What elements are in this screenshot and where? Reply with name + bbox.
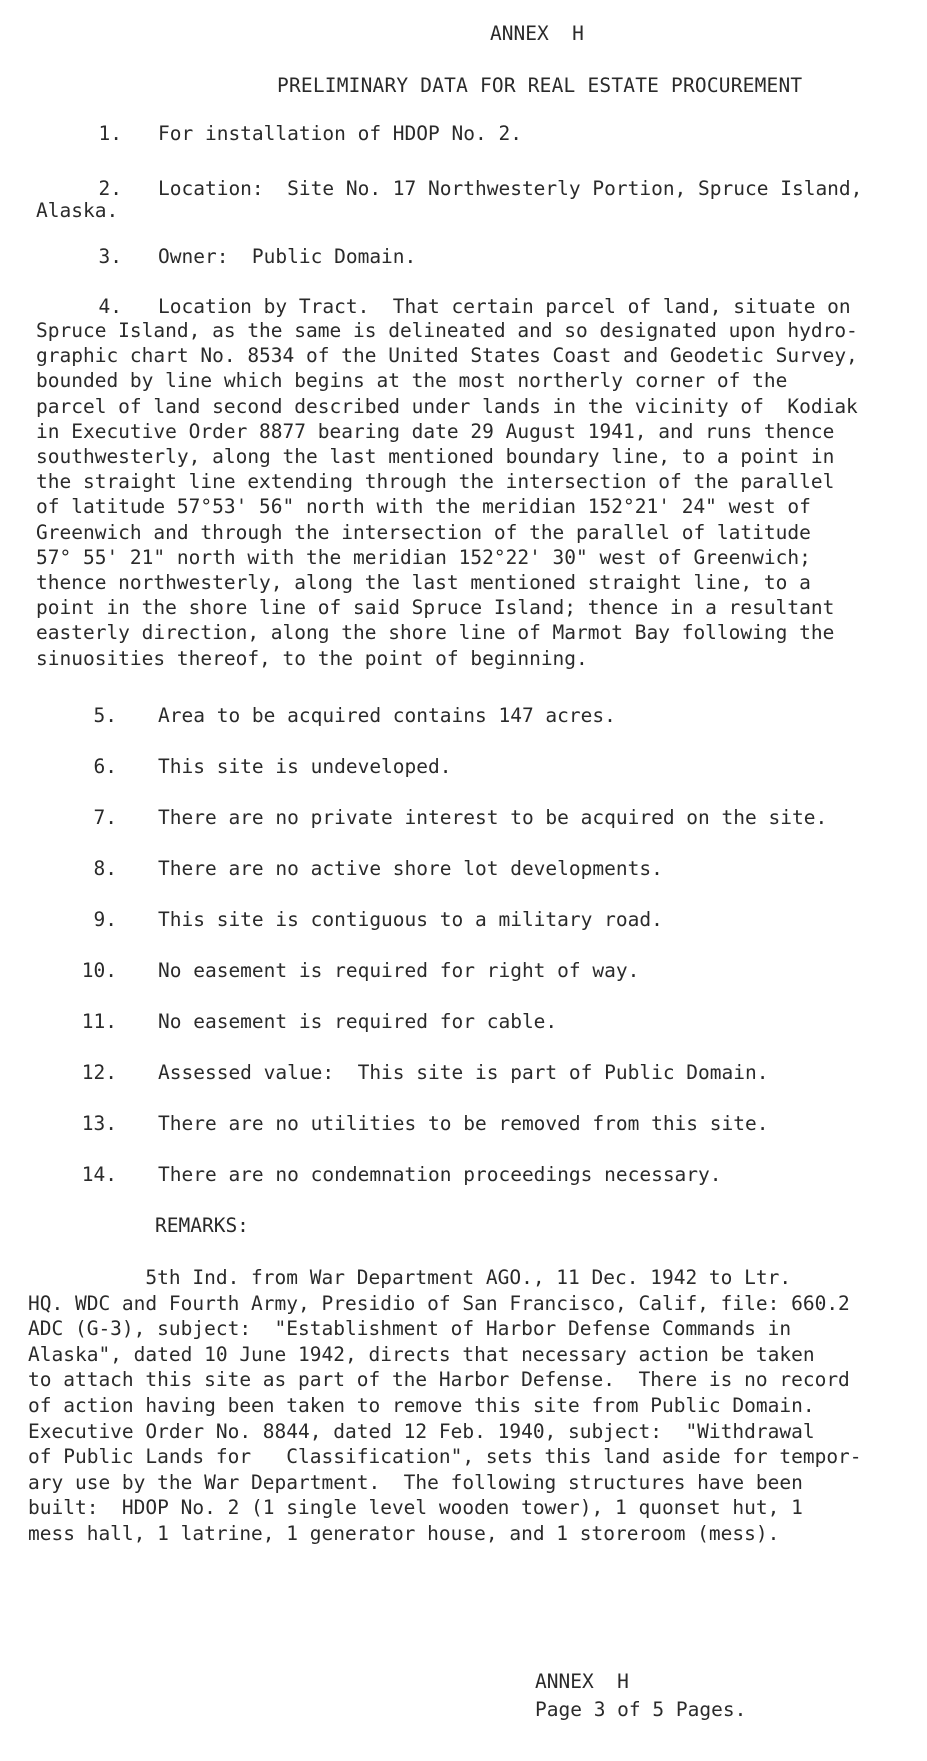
item-text: There are no condemnation proceedings necessary. [158, 1163, 722, 1186]
item-number: 12. [81, 1061, 117, 1084]
item-text: No easement is required for cable. [158, 1010, 558, 1033]
item-text: Location by Tract. That certain parcel of land, situate on [158, 295, 851, 318]
item-number: 6. [93, 755, 117, 778]
item-number: 5. [93, 704, 117, 727]
item-number: 8. [93, 857, 117, 880]
item-number: 7. [93, 806, 117, 829]
list-item [0, 1008, 927, 1036]
list-item [0, 957, 927, 985]
item-text: There are no utilities to be removed from this site. [158, 1112, 769, 1135]
item-text: Location: Site No. 17 Northwesterly Portion, Spruce Island, [158, 177, 863, 200]
item-number: 3. [98, 245, 122, 268]
item-text: Area to be acquired contains 147 acres. [158, 704, 616, 727]
list-item [0, 804, 927, 832]
item-text: There are no active shore lot developments. [158, 857, 663, 880]
list-item [0, 1059, 927, 1087]
item-number: 9. [93, 908, 117, 931]
item-number: 10. [81, 959, 117, 982]
list-item [0, 1110, 927, 1138]
item-text: This site is contiguous to a military road. [158, 908, 663, 931]
item-text: Assessed value: This site is part of Public Domain. [158, 1061, 769, 1084]
item-number: 4. [98, 295, 122, 318]
footer-annex: ANNEX H [535, 1670, 629, 1693]
item-text: Owner: Public Domain. [158, 245, 417, 268]
item-text: For installation of HDOP No. 2. [158, 122, 522, 145]
location-tract-paragraph: Spruce Island, as the same is delineated and so designated upon hydro- graphic chart No. 8534 of the United States Coast and Geodetic Survey, bounded by line which begins at the most northerly corner of the parcel of land second described under lands in the vicinity of Kodiak in Executive Order 8877 bearing date 29 August 1941, and runs thence southwesterly, along the last mentioned boundary line, to a point in the straight line extending through the intersection of the parallel of latitude 57°53' 56" north with the meridian 152°21' 24" west of Greenwich and through the intersection of the parallel of latitude 57° 55' 21" north with the meridian 152°22' 30" west of Greenwich; thence northwesterly, along the last mentioned straight line, to a point in the shore line of said Spruce Island; thence in a resultant easterly direction, along the shore line of Marmot Bay following the sinuosities thereof, to the point of beginning. [36, 319, 858, 670]
annex-header: ANNEX H [490, 22, 584, 45]
page-number: Page 3 of 5 Pages. [535, 1698, 747, 1721]
remarks-paragraph: 5th Ind. from War Department AGO., 11 Dec. 1942 to Ltr. HQ. WDC and Fourth Army, Presidio of San Francisco, Calif, file: 660.2 ADC (G-3), subject: "Establishment of Harbor Defense Commands in Alaska", dated 10 June 1942, directs that necessary action be taken to attach this site as part of the Harbor Defense. There is no record of action having been taken to remove this site from Public Domain. Executive Order No. 8844, dated 12 Feb. 1940, subject: "Withdrawal of Public Lands for Classification", sets this land aside for tempor- ary use by the War Department. The following structures have been built: HDOP No. 2 (1 single level wooden tower), 1 quonset hut, 1 mess hall, 1 latrine, 1 generator house, and 1 storeroom (mess). [28, 1266, 862, 1545]
list-item [0, 855, 927, 883]
item-number: 14. [81, 1163, 117, 1186]
list-item [0, 120, 927, 148]
item-text-continuation: Alaska. [36, 199, 119, 222]
item-number: 2. [98, 177, 122, 200]
list-item [0, 753, 927, 781]
item-number: 1. [98, 122, 122, 145]
item-text: There are no private interest to be acquired on the site. [158, 806, 828, 829]
list-item [0, 906, 927, 934]
list-item [0, 293, 927, 321]
item-text: No easement is required for right of way. [158, 959, 640, 982]
document-title: PRELIMINARY DATA FOR REAL ESTATE PROCUREMENT [277, 74, 803, 97]
item-text: This site is undeveloped. [158, 755, 452, 778]
remarks-heading: REMARKS: [155, 1214, 249, 1237]
list-item [0, 702, 927, 730]
item-number: 13. [81, 1112, 117, 1135]
item-number: 11. [81, 1010, 117, 1033]
list-item [0, 1161, 927, 1189]
list-item [0, 175, 927, 203]
list-item [0, 243, 927, 271]
